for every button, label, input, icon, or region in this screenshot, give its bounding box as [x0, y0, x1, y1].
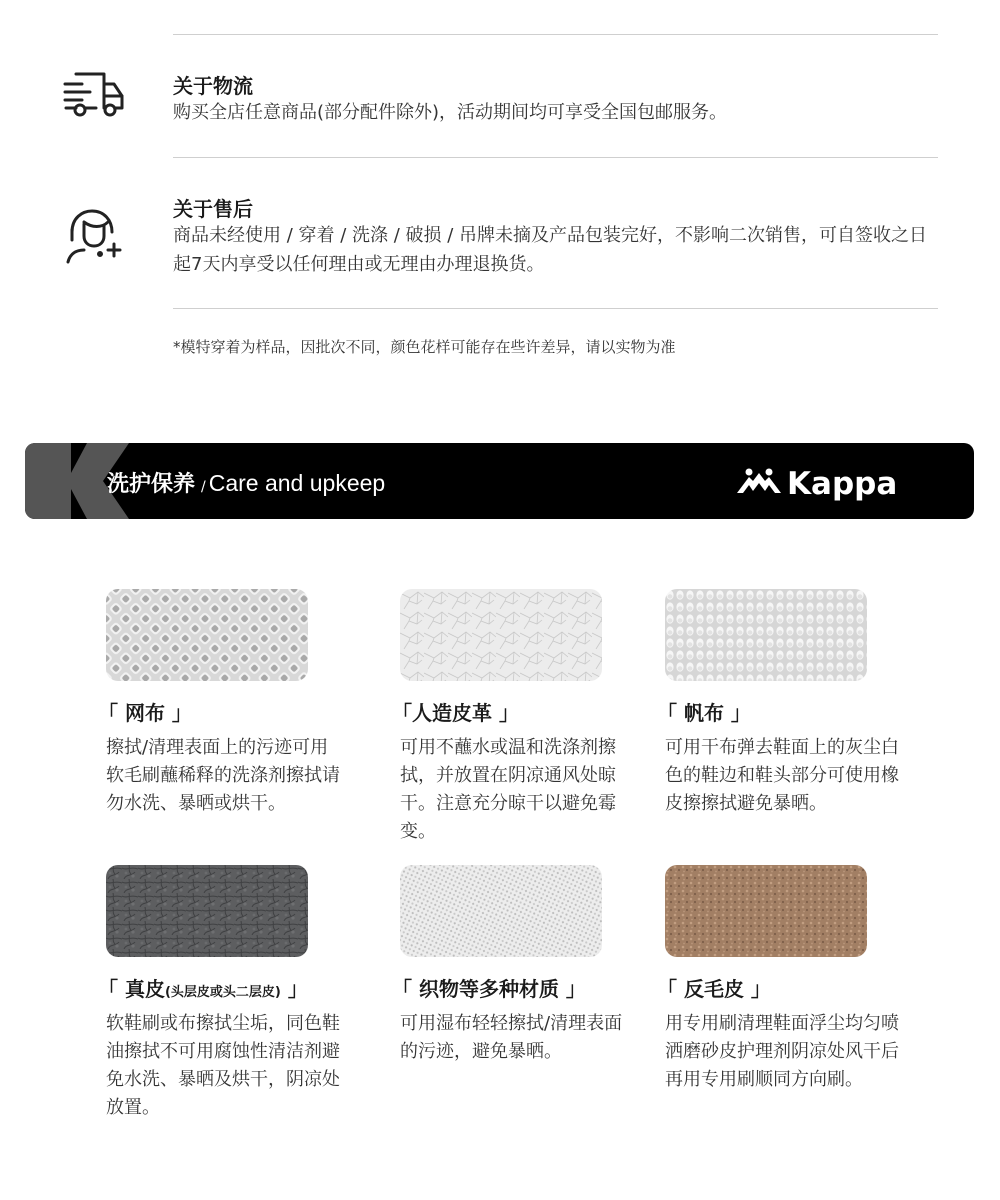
fabric-swatch [400, 865, 602, 957]
material-name-main: 「 真皮 [98, 977, 165, 1001]
material-card-fabric [392, 865, 670, 1066]
material-care-text: 可用湿布轻轻擦拭/清理表面的污迹，避免暴晒。 [400, 1013, 623, 1062]
synthetic-leather-swatch [400, 589, 602, 681]
logistics-title: 关于物流 [173, 74, 253, 98]
material-name: 「 网布 」 [98, 701, 192, 725]
kappa-logo [735, 463, 960, 501]
material-care-text: 可用干布弹去鞋面上的灰尘白色的鞋边和鞋头部分可使用橡皮擦擦拭避免暴晒。 [665, 737, 899, 814]
divider [173, 157, 938, 158]
after-sales-title: 关于售后 [173, 197, 253, 221]
banner-title-zh: 洗护保养 [107, 472, 196, 497]
svg-text:Kappa: Kappa [787, 466, 898, 501]
material-name: 「 织物等多种材质 」 [392, 977, 586, 1001]
after-sales-text: 商品未经使用 / 穿着 / 洗涤 / 破损 / 吊牌未摘及产品包装完好，不影响二次销售，可自签收之日起7天内享受以任何理由或无理由办理退换货。 [173, 225, 928, 275]
banner-title [107, 467, 385, 498]
material-name-end: 」 [280, 977, 308, 1001]
material-card-genuine-leather [98, 865, 376, 1122]
banner-separator: / [201, 479, 206, 495]
divider [173, 308, 938, 309]
material-care-text: 用专用刷清理鞋面浮尘均匀喷洒磨砂皮护理剂阴凉处风干后再用专用刷顺同方向刷。 [665, 1013, 899, 1090]
material-card-synthetic-leather [392, 589, 670, 846]
material-name: 「人造皮革 」 [392, 701, 519, 725]
material-name: 「 帆布 」 [657, 701, 751, 725]
material-card-suede [657, 865, 935, 1094]
mesh-swatch [106, 589, 308, 681]
sample-disclaimer: *模特穿着为样品，因批次不同，颜色花样可能存在些许差异，请以实物为准 [173, 338, 676, 356]
material-care-text: 擦拭/清理表面上的污迹可用软毛刷蘸稀释的洗涤剂擦拭请勿水洗、暴晒或烘干。 [106, 737, 340, 814]
material-name [98, 973, 376, 1002]
care-banner [25, 443, 974, 519]
material-care-text: 可用不蘸水或温和洗涤剂擦拭，并放置在阴凉通风处晾干。注意充分晾干以避免霉变。 [400, 737, 616, 842]
suede-swatch [665, 865, 867, 957]
material-care-text: 软鞋刷或布擦拭尘垢，同色鞋油擦拭不可用腐蚀性清洁剂避免水洗、暴晒及烘干，阴凉处放置。 [106, 1013, 340, 1118]
material-card-mesh [98, 589, 376, 818]
divider [173, 34, 938, 35]
canvas-swatch [665, 589, 867, 681]
genuine-leather-swatch [106, 865, 308, 957]
logistics-text: 购买全店任意商品(部分配件除外)，活动期间均可享受全国包邮服务。 [173, 102, 728, 123]
delivery-truck-icon [62, 68, 126, 124]
banner-title-en: Care and upkeep [208, 470, 386, 496]
material-name-note: (头层皮或头二层皮) [164, 985, 281, 1000]
material-card-canvas [657, 589, 935, 818]
material-name: 「 反毛皮 」 [657, 977, 771, 1001]
customer-service-icon [62, 208, 126, 264]
